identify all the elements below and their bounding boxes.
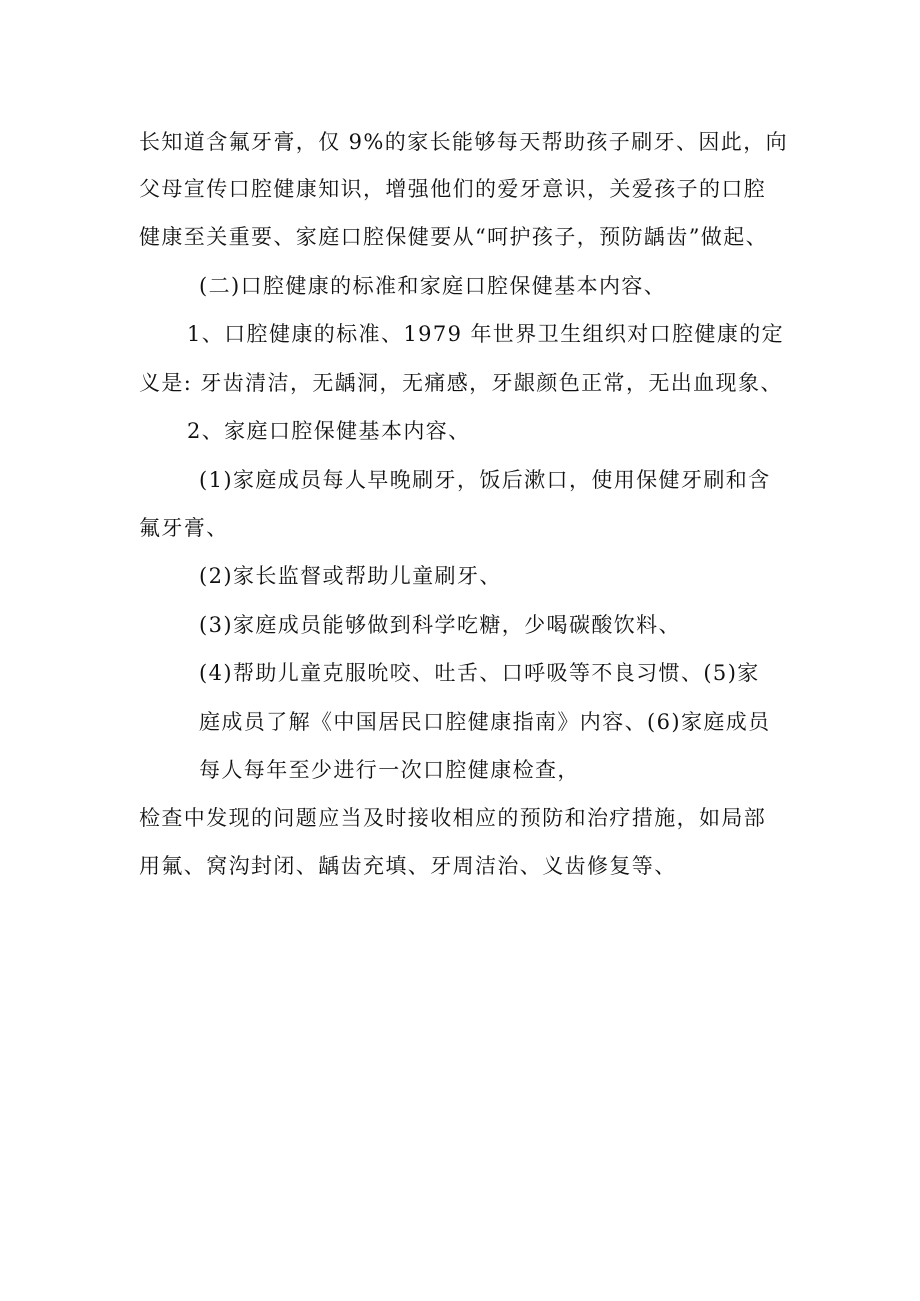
- list-item-4-line-2: 庭成员了解《中国居民口腔健康指南》内容、(6)家庭成员: [199, 710, 771, 734]
- list-item-1-line-1: (1)家庭成员每人早晚刷牙，饭后漱口，使用保健牙刷和含: [199, 468, 771, 492]
- paragraph-line-15: 检查中发现的问题应当及时接收相应的预防和治疗措施，如局部: [139, 806, 767, 830]
- list-item-4-line-3: 每人每年至少进行一次口腔健康检查，: [199, 758, 580, 782]
- list-item-1-line-2: 氟牙膏、: [139, 516, 229, 540]
- paragraph-line-2: 父母宣传口腔健康知识，增强他们的爱牙意识，关爱孩子的口腔: [139, 177, 767, 201]
- list-item-4-line-1: (4)帮助儿童克服吮咬、吐舌、口呼吸等不良习惯、(5)家: [199, 661, 760, 685]
- section-heading: (二)口腔健康的标准和家庭口腔保健基本内容、: [199, 274, 667, 298]
- paragraph-line-5: 1、口腔健康的标准、1979 年世界卫生组织对口腔健康的定: [187, 322, 785, 346]
- paragraph-line-16: 用氟、窝沟封闭、龋齿充填、牙周洁治、义齿修复等、: [139, 854, 677, 878]
- list-item-3: (3)家庭成员能够做到科学吃糖，少喝碳酸饮料、: [199, 613, 681, 637]
- subsection-heading: 2、家庭口腔保健基本内容、: [187, 419, 471, 443]
- paragraph-line-1: 长知道含氟牙膏，仅 9%的家长能够每天帮助孩子刷牙、因此，向: [139, 130, 788, 154]
- list-item-2: (2)家长监督或帮助儿童刷牙、: [199, 564, 502, 588]
- paragraph-line-3: 健康至关重要、家庭口腔保健要从“呵护孩子，预防龋齿”做起、: [139, 225, 769, 249]
- paragraph-line-6: 义是: 牙齿清洁，无龋洞，无痛感，牙龈颜色正常，无出血现象、: [139, 371, 783, 395]
